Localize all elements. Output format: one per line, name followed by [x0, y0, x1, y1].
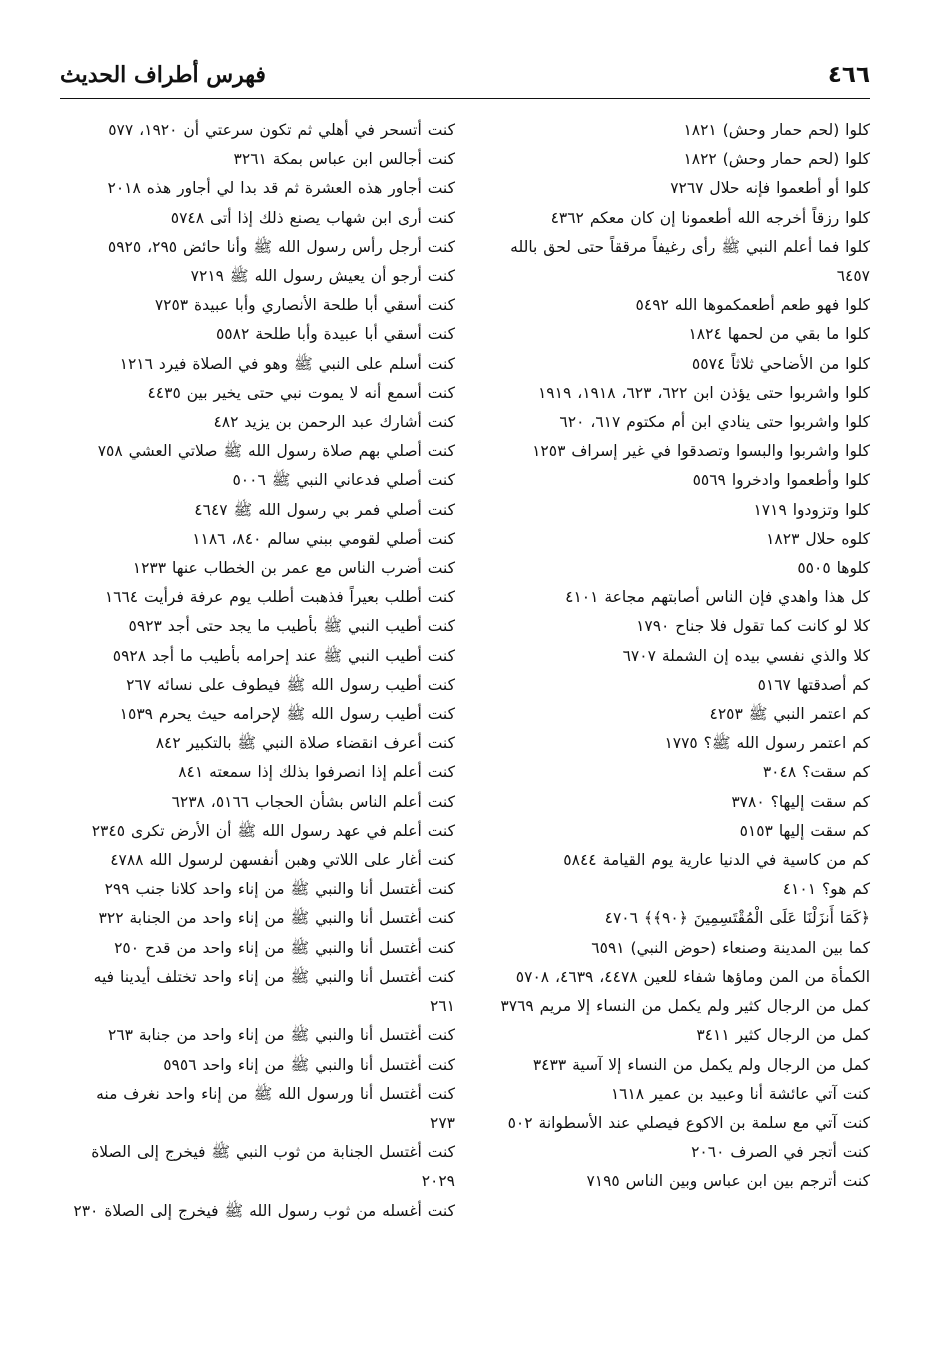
- index-entry: كم سقت؟ ٣٠٤٨: [762, 763, 870, 782]
- index-entry: كلا لو كانت كما تقول فلا جناح ١٧٩٠: [636, 617, 870, 636]
- index-entry: كنت أطيب رسول الله ﷺ فيطوف على نسائه ٢٦٧: [126, 675, 455, 694]
- index-entry: كنت أجاور هذه العشرة ثم قد بدا لي أجاور هذه ٢٠١٨: [107, 179, 455, 198]
- index-entry: كلوا أو أطعموا فإنه حلال ٧٢٦٧: [670, 179, 870, 198]
- index-entry: كما بين المدينة وصنعاء (حوض النبي) ٦٥٩١: [591, 938, 870, 957]
- index-entry: كنت أطيب النبي ﷺ بأطيب ما يجد حتى أجد ٥٩٢٣: [128, 617, 455, 636]
- index-entry: كمل من الرجال كثير ولم يكمل من النساء إلا مريم ٣٧٦٩: [500, 997, 870, 1016]
- index-entry: كنت أغتسل أنا والنبي ﷺ من إناء واحد كلانا جنب ٢٩٩: [104, 880, 455, 899]
- index-entry: كم هو؟ ٤١٠١: [782, 880, 870, 899]
- index-entry: كم من كاسية في الدنيا عارية يوم القيامة ٥٨٤٤: [563, 851, 870, 870]
- index-columns: [60, 116, 870, 1316]
- index-entry: كلوا وتزودوا ١٧١٩: [753, 500, 870, 519]
- index-entry: كنت أتسحر في أهلي ثم تكون سرعتي أن ١٩٢٠، ٥٧٧: [108, 121, 455, 139]
- index-entry: كنت أشارك عبد الرحمن بن يزيد ٤٨٢: [213, 413, 455, 432]
- running-title: فهرس أطراف الحديث: [60, 62, 266, 88]
- index-entry: كنت أغتسل أنا والنبي ﷺ من إناء واحد ٥٩٥٦: [163, 1055, 455, 1074]
- index-entry: كم اعتمر رسول الله ﷺ؟ ١٧٧٥: [664, 734, 870, 753]
- index-entry: كنت أعلم إذا انصرفوا بذلك إذا سمعته ٨٤١: [178, 763, 455, 782]
- index-entry: كنت أصلي بهم صلاة رسول الله ﷺ صلاتي العشي ٧٥٨: [97, 442, 455, 461]
- index-entry: كنت أصلي فدعاني النبي ﷺ ٥٠٠٦: [232, 471, 455, 490]
- index-entry: كلا والذي نفسي بيده إن الشملة ٦٧٠٧: [622, 646, 870, 665]
- index-entry: كنت أرى ابن شهاب يصنع ذلك إذا أتى ٥٧٤٨: [170, 208, 455, 227]
- index-entry: كنت أغتسل أنا والنبي ﷺ من إناء واحد من الجنابة ٣٢٢: [98, 909, 455, 928]
- index-entry: كنت أغتسل الجنابة من ثوب النبي ﷺ فيخرج إلى الصلاة ٢٠٢٩: [91, 1143, 455, 1191]
- index-entry: كنت أسقي أبا عبيدة وأبا طلحة ٥٥٨٢: [215, 325, 455, 344]
- page-number: ٤٦٦: [827, 62, 870, 88]
- index-entry: كلوا واشربوا والبسوا وتصدقوا في غير إسراف ١٢٥٣: [532, 442, 870, 461]
- index-entry: كلوا (لحم حمار وحش) ١٨٢١: [683, 121, 870, 139]
- index-entry: الكمأة من المن وماؤها شفاء للعين ٤٤٧٨، ٤٦٣٩، ٥٧٠٨: [515, 967, 870, 986]
- index-entry: كنت أغسله من ثوب رسول الله ﷺ فيخرج إلى الصلاة ٢٣٠: [73, 1201, 455, 1220]
- index-entry: كلوا واشربوا حتى يؤذن ابن ٦٢٢، ٦٢٣، ١٩١٨، ١٩١٩: [537, 383, 870, 402]
- index-entry: كنت أرجل رأس رسول الله ﷺ وأنا حائض ٢٩٥، ٥٩٢٥: [107, 237, 455, 256]
- index-entry: كنت أضرب الناس مع عمر بن الخطاب عنها ١٢٣٣: [132, 559, 455, 578]
- index-entry: كنت أغار على اللاتي وهبن أنفسهن لرسول الله ٤٧٨٨: [110, 851, 455, 870]
- index-entry: كنت أغتسل أنا والنبي ﷺ من إناء واحد من جنابة ٢٦٣: [108, 1026, 455, 1045]
- index-entry: كنت أعرف انقضاء صلاة النبي ﷺ بالتكبير ٨٤٢: [155, 734, 455, 753]
- index-entry: كنت أغتسل أنا والنبي ﷺ من إناء واحد تختلف أيدينا فيه ٢٦١: [93, 967, 455, 1016]
- page-header: [60, 58, 870, 99]
- index-entry: كنت أسلم على النبي ﷺ وهو في الصلاة فيرد ١٢١٦: [119, 354, 455, 373]
- index-entry: كلوا من الأضاحي ثلاثاً ٥٥٧٤: [691, 354, 870, 373]
- index-entry: كنت أصلي فمر بي رسول الله ﷺ ٤٦٤٧: [194, 500, 455, 519]
- index-entry: كنت أطلب بعيراً فذهبت أطلب يوم عرفة فرأيت ١٦٦٤: [104, 588, 455, 607]
- index-entry: كنت أجالس ابن عباس بمكة ٣٢٦١: [233, 150, 455, 169]
- index-entry: كمل من الرجال كثير ٣٤١١: [696, 1026, 870, 1045]
- index-entry: كلوا فهو طعم أطعمكموها الله ٥٤٩٢: [635, 296, 870, 315]
- index-entry: كلوه حلال ١٨٢٣: [766, 529, 870, 548]
- index-entry: كنت أعلم في عهد رسول الله ﷺ أن الأرض تكرى ٢٣٤٥: [91, 821, 455, 840]
- index-entry: كنت أسمع أنه لا يموت نبي حتى يخير بين ٤٤٣٥: [147, 383, 455, 402]
- index-entry: كلوا (لحم حمار وحش) ١٨٢٢: [683, 150, 870, 169]
- index-entry: كلوا واشربوا حتى ينادي ابن أم مكتوم ٦١٧، ٦٢٠: [559, 413, 870, 432]
- index-entry: كنت أطيب رسول الله ﷺ لإحرامه حيث يحرم ١٥٣٩: [119, 705, 455, 724]
- index-entry: كمل من الرجال ولم يكمل من النساء إلا آسية ٣٤٣٣: [532, 1055, 870, 1074]
- index-entry: كنت آتي مع سلمة بن الاكوع فيصلي عند الأسطوانة ٥٠٢: [507, 1113, 870, 1132]
- right-column: [485, 116, 870, 1197]
- index-entry: كلوا وأطعموا وادخروا ٥٥٦٩: [692, 471, 870, 490]
- index-entry: كل هذا واهدي فإن الناس أصابتهم مجاعة ٤١٠١: [565, 588, 870, 607]
- index-entry: كنت أصلي لقومي ببني سالم ٨٤٠، ١١٨٦: [192, 529, 455, 548]
- index-entry: كلوا فما أعلم النبي ﷺ رأى رغيفاً مرققاً حتى لحق بالله ٦٤٥٧: [510, 237, 870, 286]
- index-entry: ﴿كَمَا أَنزَلْنَا عَلَى الْمُقْتَسِمِينَ ﴿٩٠﴾﴾ ٤٧٠٦: [604, 909, 870, 928]
- index-entry: كم اعتمر النبي ﷺ ٤٢٥٣: [709, 705, 870, 724]
- index-entry: كم أصدقتها ٥١٦٧: [757, 675, 870, 694]
- index-entry: كنت آتي عائشة أنا وعبيد بن عمير ١٦١٨: [610, 1084, 870, 1103]
- index-entry: كنت أغتسل أنا ورسول الله ﷺ من إناء واحد نغرف منه ٢٧٣: [96, 1084, 455, 1132]
- left-column: [70, 116, 455, 1226]
- index-entry: كنت أعلم الناس بشأن الحجاب ٥١٦٦، ٦٢٣٨: [171, 792, 455, 811]
- index-entry: كنت أتجر في الصرف ٢٠٦٠: [691, 1143, 870, 1162]
- index-entry: كم سقت إليها ٥١٥٣: [739, 821, 870, 840]
- index-entry: كنت أغتسل أنا والنبي ﷺ من إناء واحد من قدح ٢٥٠: [114, 938, 455, 957]
- index-entry: كنت أطيب النبي ﷺ عند إحرامه بأطيب ما أجد ٥٩٢٨: [112, 646, 455, 665]
- index-entry: كلوها ٥٥٠٥: [797, 559, 870, 578]
- index-entry: كنت أترجم بين ابن عباس وبين الناس ٧١٩٥: [586, 1172, 870, 1191]
- index-page: [60, 58, 870, 1318]
- index-entry: كنت أرجو أن يعيش رسول الله ﷺ ٧٢١٩: [190, 267, 455, 286]
- index-entry: كم سقت إليها؟ ٣٧٨٠: [731, 792, 870, 811]
- index-entry: كلوا ما بقي من لحمها ١٨٢٤: [688, 325, 870, 344]
- index-entry: كلوا رزقاً أخرجه الله أطعمونا إن كان معكم ٤٣٦٢: [550, 208, 870, 227]
- index-entry: كنت أسقي أبا طلحة الأنصاري وأبا عبيدة ٧٢٥٣: [154, 296, 455, 315]
